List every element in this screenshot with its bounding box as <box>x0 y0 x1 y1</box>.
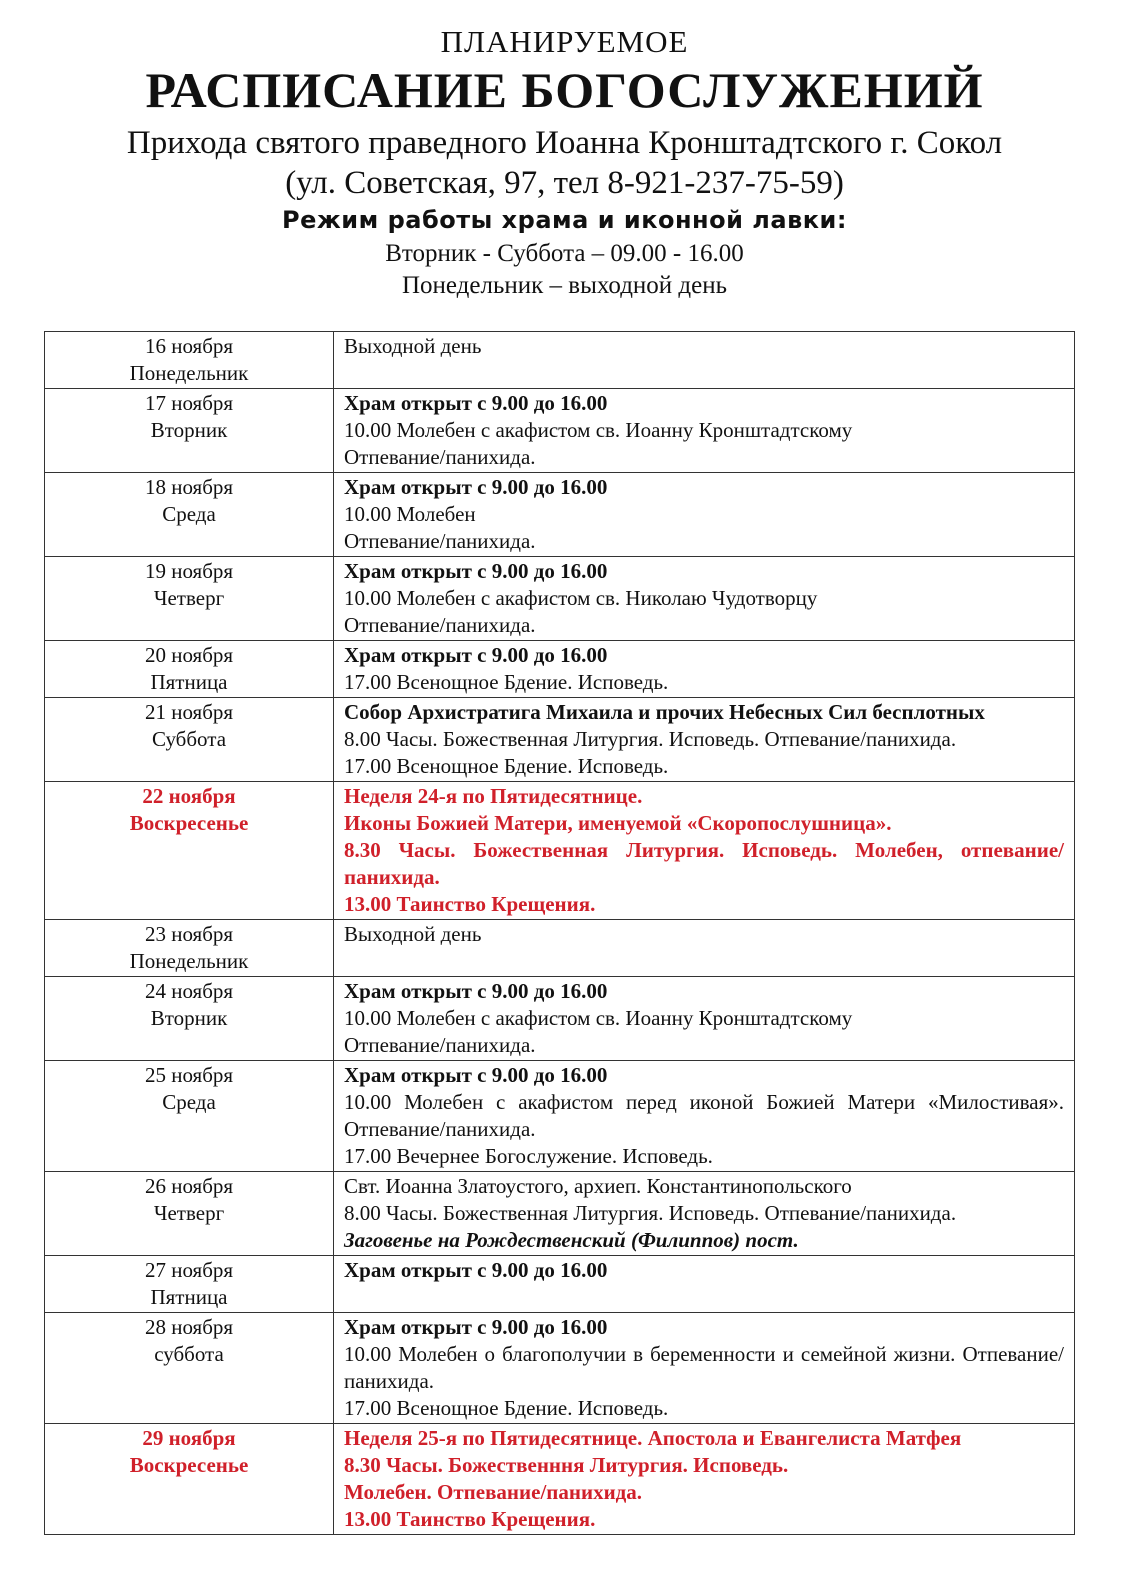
event-line: Храм открыт с 9.00 до 16.00 <box>344 979 608 1003</box>
event-line: Иконы Божией Матери, именуемой «Скоропослушница». <box>344 811 892 835</box>
event-line: 17.00 Всенощное Бдение. Исповедь. <box>344 1396 669 1420</box>
weekday-label: Воскресенье <box>129 811 249 835</box>
date-label: 20 ноября <box>144 643 234 667</box>
event-line: Отпевание/панихида. <box>344 445 536 469</box>
event-line: Отпевание/панихида. <box>344 1033 536 1057</box>
schedule-row <box>45 698 1075 782</box>
page-title: РАСПИСАНИЕ БОГОСЛУЖЕНИЙ <box>145 62 984 118</box>
event-line: 10.00 Молебен с акафистом св. Иоанну Кронштадтскому <box>344 1006 853 1030</box>
date-label: 25 ноября <box>144 1063 234 1087</box>
date-label: 21 ноября <box>144 700 234 724</box>
date-cell <box>45 698 334 782</box>
date-cell <box>45 782 334 920</box>
event-line: Отпевание/панихида. <box>344 529 536 553</box>
event-line: 17.00 Всенощное Бдение. Исповедь. <box>344 754 669 778</box>
date-label: 29 ноября <box>142 1426 236 1450</box>
events-cell <box>334 1424 1075 1535</box>
date-label: 27 ноября <box>144 1258 234 1282</box>
date-cell <box>45 641 334 698</box>
event-line: Храм открыт с 9.00 до 16.00 <box>344 643 608 667</box>
event-line: 8.00 Часы. Божественная Литургия. Исповедь. Отпевание/панихида. <box>344 1201 957 1225</box>
date-label: 24 ноября <box>144 979 234 1003</box>
event-line: Храм открыт с 9.00 до 16.00 <box>344 1315 608 1339</box>
event-line: Храм открыт с 9.00 до 16.00 <box>344 475 608 499</box>
schedule-body <box>45 332 1075 1535</box>
event-line: Храм открыт с 9.00 до 16.00 <box>344 1063 608 1087</box>
date-label: 23 ноября <box>144 922 234 946</box>
event-line: Отпевание/панихида. <box>344 613 536 637</box>
event-line: 10.00 Молебен с акафистом св. Иоанну Кронштадтскому <box>344 418 853 442</box>
events-cell <box>334 473 1075 557</box>
schedule-row <box>45 557 1075 641</box>
event-line: 13.00 Таинство Крещения. <box>344 892 596 916</box>
date-label: 18 ноября <box>144 475 234 499</box>
weekday-label: Суббота <box>151 727 227 751</box>
schedule-row <box>45 389 1075 473</box>
weekday-label: Пятница <box>150 670 228 694</box>
event-line: Храм открыт с 9.00 до 16.00 <box>344 391 608 415</box>
schedule-row <box>45 1424 1075 1535</box>
schedule-row <box>45 782 1075 920</box>
event-line: 10.00 Молебен о благополучии в беременности и семейной жизни. Отпевание/панихида. <box>344 1342 1064 1393</box>
schedule-row <box>45 1172 1075 1256</box>
date-cell <box>45 473 334 557</box>
event-line: 8.00 Часы. Божественная Литургия. Исповедь. Отпевание/панихида. <box>344 727 957 751</box>
event-line: 17.00 Вечернее Богослужение. Исповедь. <box>344 1144 713 1168</box>
weekday-label: Среда <box>162 502 216 526</box>
weekday-label: Понедельник <box>129 361 249 385</box>
events-cell <box>334 1061 1075 1172</box>
event-line: 10.00 Молебен с акафистом перед иконой Божией Матери «Милостивая». Отпевание/панихида. <box>344 1090 1064 1141</box>
event-line: 10.00 Молебен с акафистом св. Николаю Чудотворцу <box>344 586 818 610</box>
date-cell <box>45 920 334 977</box>
events-cell <box>334 920 1075 977</box>
schedule-row <box>45 332 1075 389</box>
opening-hours-monday: Понедельник – выходной день <box>401 272 728 299</box>
date-cell <box>45 1424 334 1535</box>
date-cell <box>45 389 334 473</box>
schedule-row <box>45 1061 1075 1172</box>
events-cell <box>334 977 1075 1061</box>
date-label: 22 ноября <box>142 784 236 808</box>
event-line: 10.00 Молебен <box>344 502 476 526</box>
event-line: 17.00 Всенощное Бдение. Исповедь. <box>344 670 669 694</box>
date-cell <box>45 1172 334 1256</box>
event-line: Храм открыт с 9.00 до 16.00 <box>344 1258 608 1282</box>
event-line: Собор Архистратига Михаила и прочих Небесных Сил бесплотных <box>344 700 985 724</box>
weekday-label: Четверг <box>153 586 225 610</box>
schedule-row <box>45 920 1075 977</box>
planned-label: ПЛАНИРУЕМОЕ <box>440 24 689 59</box>
weekday-label: Вторник <box>150 418 228 442</box>
date-cell <box>45 332 334 389</box>
date-cell <box>45 1061 334 1172</box>
schedule-row <box>45 473 1075 557</box>
schedule-row <box>45 641 1075 698</box>
date-label: 26 ноября <box>144 1174 234 1198</box>
events-cell <box>334 389 1075 473</box>
event-line: 13.00 Таинство Крещения. <box>344 1507 596 1531</box>
schedule-row <box>45 1256 1075 1313</box>
event-line: Храм открыт с 9.00 до 16.00 <box>344 559 608 583</box>
date-label: 19 ноября <box>144 559 234 583</box>
weekday-label: Воскресенье <box>129 1453 249 1477</box>
weekday-label: Понедельник <box>129 949 249 973</box>
opening-hours-weekdays: Вторник - Суббота – 09.00 - 16.00 <box>385 240 744 267</box>
date-cell <box>45 1313 334 1424</box>
events-cell <box>334 332 1075 389</box>
events-cell <box>334 698 1075 782</box>
event-line: Выходной день <box>344 922 482 946</box>
date-cell <box>45 557 334 641</box>
date-cell <box>45 1256 334 1313</box>
parish-name: Прихода святого праведного Иоанна Кронштадтского г. Сокол <box>126 125 1003 161</box>
weekday-label: Четверг <box>153 1201 225 1225</box>
event-line: Выходной день <box>344 334 482 358</box>
weekday-label: Пятница <box>150 1285 228 1309</box>
event-line: 8.30 Часы. Божественння Литургия. Исповедь. <box>344 1453 789 1477</box>
events-cell <box>334 782 1075 920</box>
events-cell <box>334 1256 1075 1313</box>
events-cell <box>334 557 1075 641</box>
date-label: 28 ноября <box>144 1315 234 1339</box>
event-line: Неделя 25-я по Пятидесятнице. Апостола и Евангелиста Матфея <box>344 1426 962 1450</box>
date-label: 17 ноября <box>144 391 234 415</box>
weekday-label: Вторник <box>150 1006 228 1030</box>
events-cell <box>334 1172 1075 1256</box>
event-line: Молебен. Отпевание/панихида. <box>344 1480 643 1504</box>
date-label: 16 ноября <box>144 334 234 358</box>
parish-address: (ул. Советская, 97, тел 8-921-237-75-59) <box>285 165 844 201</box>
events-cell <box>334 1313 1075 1424</box>
weekday-label: суббота <box>154 1342 224 1366</box>
opening-hours-title: Режим работы храма и иконной лавки: <box>282 206 847 234</box>
document-header <box>0 22 1129 302</box>
events-cell <box>334 641 1075 698</box>
event-line: Свт. Иоанна Златоустого, архиеп. Константинопольского <box>344 1174 852 1198</box>
schedule-table <box>44 331 1075 1535</box>
schedule-row <box>45 977 1075 1061</box>
event-line: 8.30 Часы. Божественная Литургия. Исповедь. Молебен, отпевание/панихида. <box>344 838 1064 889</box>
weekday-label: Среда <box>162 1090 216 1114</box>
schedule-row <box>45 1313 1075 1424</box>
date-cell <box>45 977 334 1061</box>
event-line: Неделя 24-я по Пятидесятнице. <box>344 784 643 808</box>
event-line: Заговенье на Рождественский (Филиппов) пост. <box>344 1228 799 1252</box>
